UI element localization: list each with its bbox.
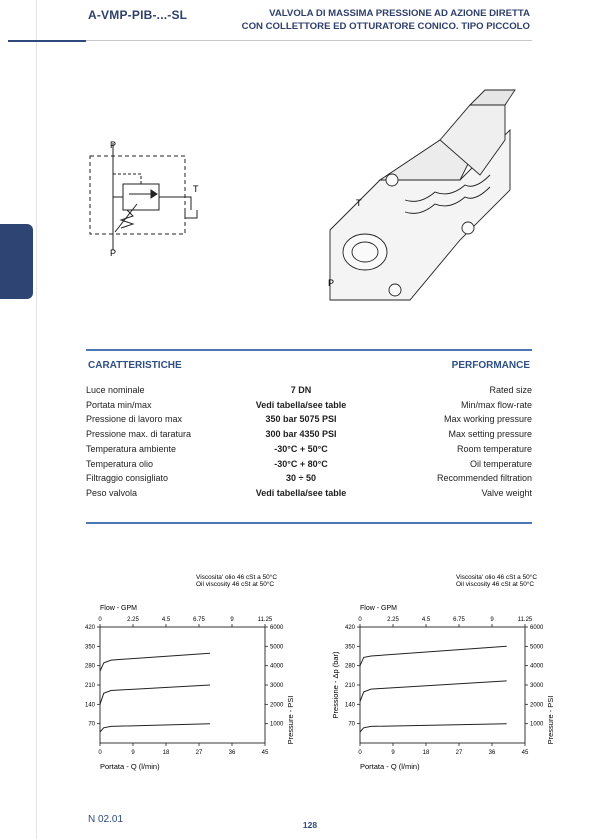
spec-label-it: Portata min/max [86, 399, 152, 410]
spec-row [86, 444, 532, 458]
pilot-line [113, 174, 141, 184]
spec-label-en: Recommended filtration [436, 473, 532, 484]
spec-label-it: Pressione max. di taratura [86, 429, 192, 440]
right-tick-label: 2000 [530, 702, 544, 709]
series-line-high [360, 646, 507, 665]
y-tick-label: 210 [344, 683, 355, 689]
x-tick-label: 0 [98, 750, 102, 756]
top-tick-label: 9 [490, 617, 494, 623]
x-tick-label: 0 [358, 750, 362, 756]
top-tick-label: 6.75 [453, 617, 465, 623]
specs-top-rule [86, 349, 532, 351]
x-axis-label: Portata - Q (l/min) [360, 762, 420, 771]
top-tick-label: 0 [358, 617, 362, 623]
spec-label-en: Valve weight [481, 487, 532, 498]
spec-value: -30°C + 80°C [274, 458, 328, 469]
pressure-flow-chart-1 [60, 565, 295, 775]
y-tick-label: 350 [344, 644, 355, 651]
x-tick-label: 9 [391, 750, 395, 756]
left-margin-rule [36, 0, 37, 839]
top-tick-label: 6.75 [193, 617, 205, 623]
spec-row [86, 473, 532, 487]
spec-row [86, 488, 532, 502]
pressure-flow-chart-2 [320, 565, 555, 775]
tank-symbol [185, 210, 197, 218]
right-tick-label: 4000 [530, 663, 544, 670]
y-tick-label: 210 [84, 683, 95, 689]
top-tick-label: 2.25 [387, 617, 399, 623]
spec-value: 7 DN [290, 385, 312, 395]
x-tick-label: 9 [131, 750, 135, 756]
right-tick-label: 5000 [270, 644, 284, 651]
spec-value: -30°C + 50°C [274, 443, 328, 454]
x-tick-label: 36 [228, 750, 236, 756]
spec-label-en: Rated size [489, 385, 532, 395]
y-tick-label: 420 [344, 625, 355, 631]
y-tick-label: 280 [344, 663, 355, 670]
header-rule [86, 40, 532, 41]
hydraulic-symbol [85, 138, 225, 258]
spec-label-it: Pressione di lavoro max [86, 414, 183, 425]
y-tick-label: 70 [348, 721, 355, 728]
tank-line [113, 197, 191, 210]
x-tick-label: 45 [261, 750, 269, 756]
viscosity-note-en: Oil viscosity 46 cSt at 50°C [196, 581, 275, 588]
port-p-top-label: P [110, 140, 117, 150]
spec-value: Vedi tabella/see table [255, 487, 347, 498]
spec-label-it: Temperatura ambiente [86, 443, 177, 454]
spec-label-it: Filtraggio consigliato [86, 473, 169, 484]
top-tick-label: 2.25 [127, 617, 139, 623]
spec-label-it: Luce nominale [86, 385, 145, 395]
spec-label-it: Peso valvola [86, 487, 138, 498]
spec-label-en: Max working pressure [443, 414, 532, 425]
right-tick-label: 3000 [270, 683, 284, 689]
series-line-low [360, 724, 507, 732]
top-axis-label: Flow - GPM [100, 605, 137, 612]
top-tick-label: 4.5 [421, 617, 431, 623]
port-p-bottom-label: P [110, 248, 117, 258]
top-tick-label: 9 [230, 617, 234, 623]
top-tick-label: 0 [98, 617, 102, 623]
series-line-low [100, 724, 210, 732]
title-line-2: CON COLLETTORE ED OTTURATORE CONICO. TIPO PICCOLO [241, 20, 530, 32]
x-tick-label: 36 [488, 750, 496, 756]
page-title [242, 8, 530, 33]
spec-label-it: Temperatura olio [86, 458, 154, 469]
series-line-high [100, 653, 210, 671]
mounting-hole-1 [386, 174, 398, 186]
spec-value: 30 ÷ 50 [286, 473, 316, 484]
y-tick-label: 350 [84, 644, 95, 651]
right-tick-label: 1000 [530, 721, 544, 728]
viscosity-note-it: Viscosita' olio 46 cSt a 50°C [456, 574, 538, 581]
drawing-port-p: P [328, 278, 335, 288]
x-tick-label: 27 [455, 750, 463, 756]
page-number: 128 [302, 820, 318, 830]
top-tick-label: 4.5 [161, 617, 171, 623]
adjust-screw [470, 90, 515, 105]
right-tick-label: 6000 [270, 625, 284, 631]
spec-label-en: Max setting pressure [448, 429, 532, 440]
spec-row [86, 459, 532, 473]
right-tick-label: 4000 [270, 663, 284, 670]
specs-bottom-rule [86, 522, 532, 524]
series-line-mid [360, 681, 507, 702]
right-tick-label: 5000 [530, 644, 544, 651]
flow-arrowhead [151, 190, 157, 198]
specs-title-en: PERFORMANCE [451, 360, 530, 371]
viscosity-note-it: Viscosita' olio 46 cSt a 50°C [196, 574, 278, 581]
spec-value: 300 bar 4350 PSI [265, 429, 337, 440]
mounting-hole-3 [462, 222, 474, 234]
top-tick-label: 11.25 [517, 617, 533, 623]
y-tick-label: 280 [84, 663, 95, 670]
adjust-arrow [115, 204, 137, 232]
right-tick-label: 6000 [530, 625, 544, 631]
right-tick-label: 3000 [530, 683, 544, 689]
spec-row [86, 429, 532, 443]
x-tick-label: 18 [422, 750, 430, 756]
section-side-tab [0, 224, 33, 299]
drawing-port-t: T [356, 198, 362, 208]
port-t-label: T [193, 184, 199, 194]
y-tick-label: 140 [344, 702, 355, 709]
header-accent-rule [8, 40, 86, 42]
y-tick-label: 70 [88, 721, 95, 728]
spring-symbol [121, 210, 133, 228]
title-line-1: VALVOLA DI MASSIMA PRESSIONE AD AZIONE DIRETTA [269, 8, 530, 19]
y-tick-label: 420 [84, 625, 95, 631]
series-line-mid [100, 685, 210, 704]
specs-title-it: CARATTERISTICHE [88, 360, 182, 371]
spec-row [86, 400, 532, 414]
spec-value: 350 bar 5075 PSI [265, 414, 337, 425]
port-p-inner [352, 242, 378, 262]
spec-row [86, 385, 532, 399]
valve-box [123, 184, 159, 210]
mounting-hole-2 [389, 284, 401, 296]
x-tick-label: 45 [521, 750, 529, 756]
footer-code: N 02.01 [88, 814, 124, 825]
spec-label-en: Oil temperature [469, 458, 532, 469]
right-axis-label: Pressure - PSI [546, 695, 555, 745]
spec-label-en: Room temperature [456, 443, 532, 454]
valve-drawing [320, 80, 530, 320]
top-tick-label: 11.25 [257, 617, 273, 623]
symbol-enclosure [90, 156, 185, 234]
product-code: A-VMP-PIB-...-SL [88, 8, 188, 22]
y-tick-label: 140 [84, 702, 95, 709]
viscosity-note-en: Oil viscosity 46 cSt at 50°C [456, 581, 535, 588]
right-tick-label: 1000 [270, 721, 284, 728]
y-axis-label: Pressione - Δp (bar) [331, 651, 340, 719]
spec-label-en: Min/max flow-rate [460, 399, 532, 410]
right-axis-label: Pressure - PSI [286, 695, 295, 745]
spec-row [86, 414, 532, 428]
x-tick-label: 18 [162, 750, 170, 756]
x-axis-label: Portata - Q (l/min) [100, 762, 160, 771]
top-axis-label: Flow - GPM [360, 605, 397, 612]
right-tick-label: 2000 [270, 702, 284, 709]
spec-value: Vedi tabella/see table [255, 399, 347, 410]
x-tick-label: 27 [195, 750, 203, 756]
